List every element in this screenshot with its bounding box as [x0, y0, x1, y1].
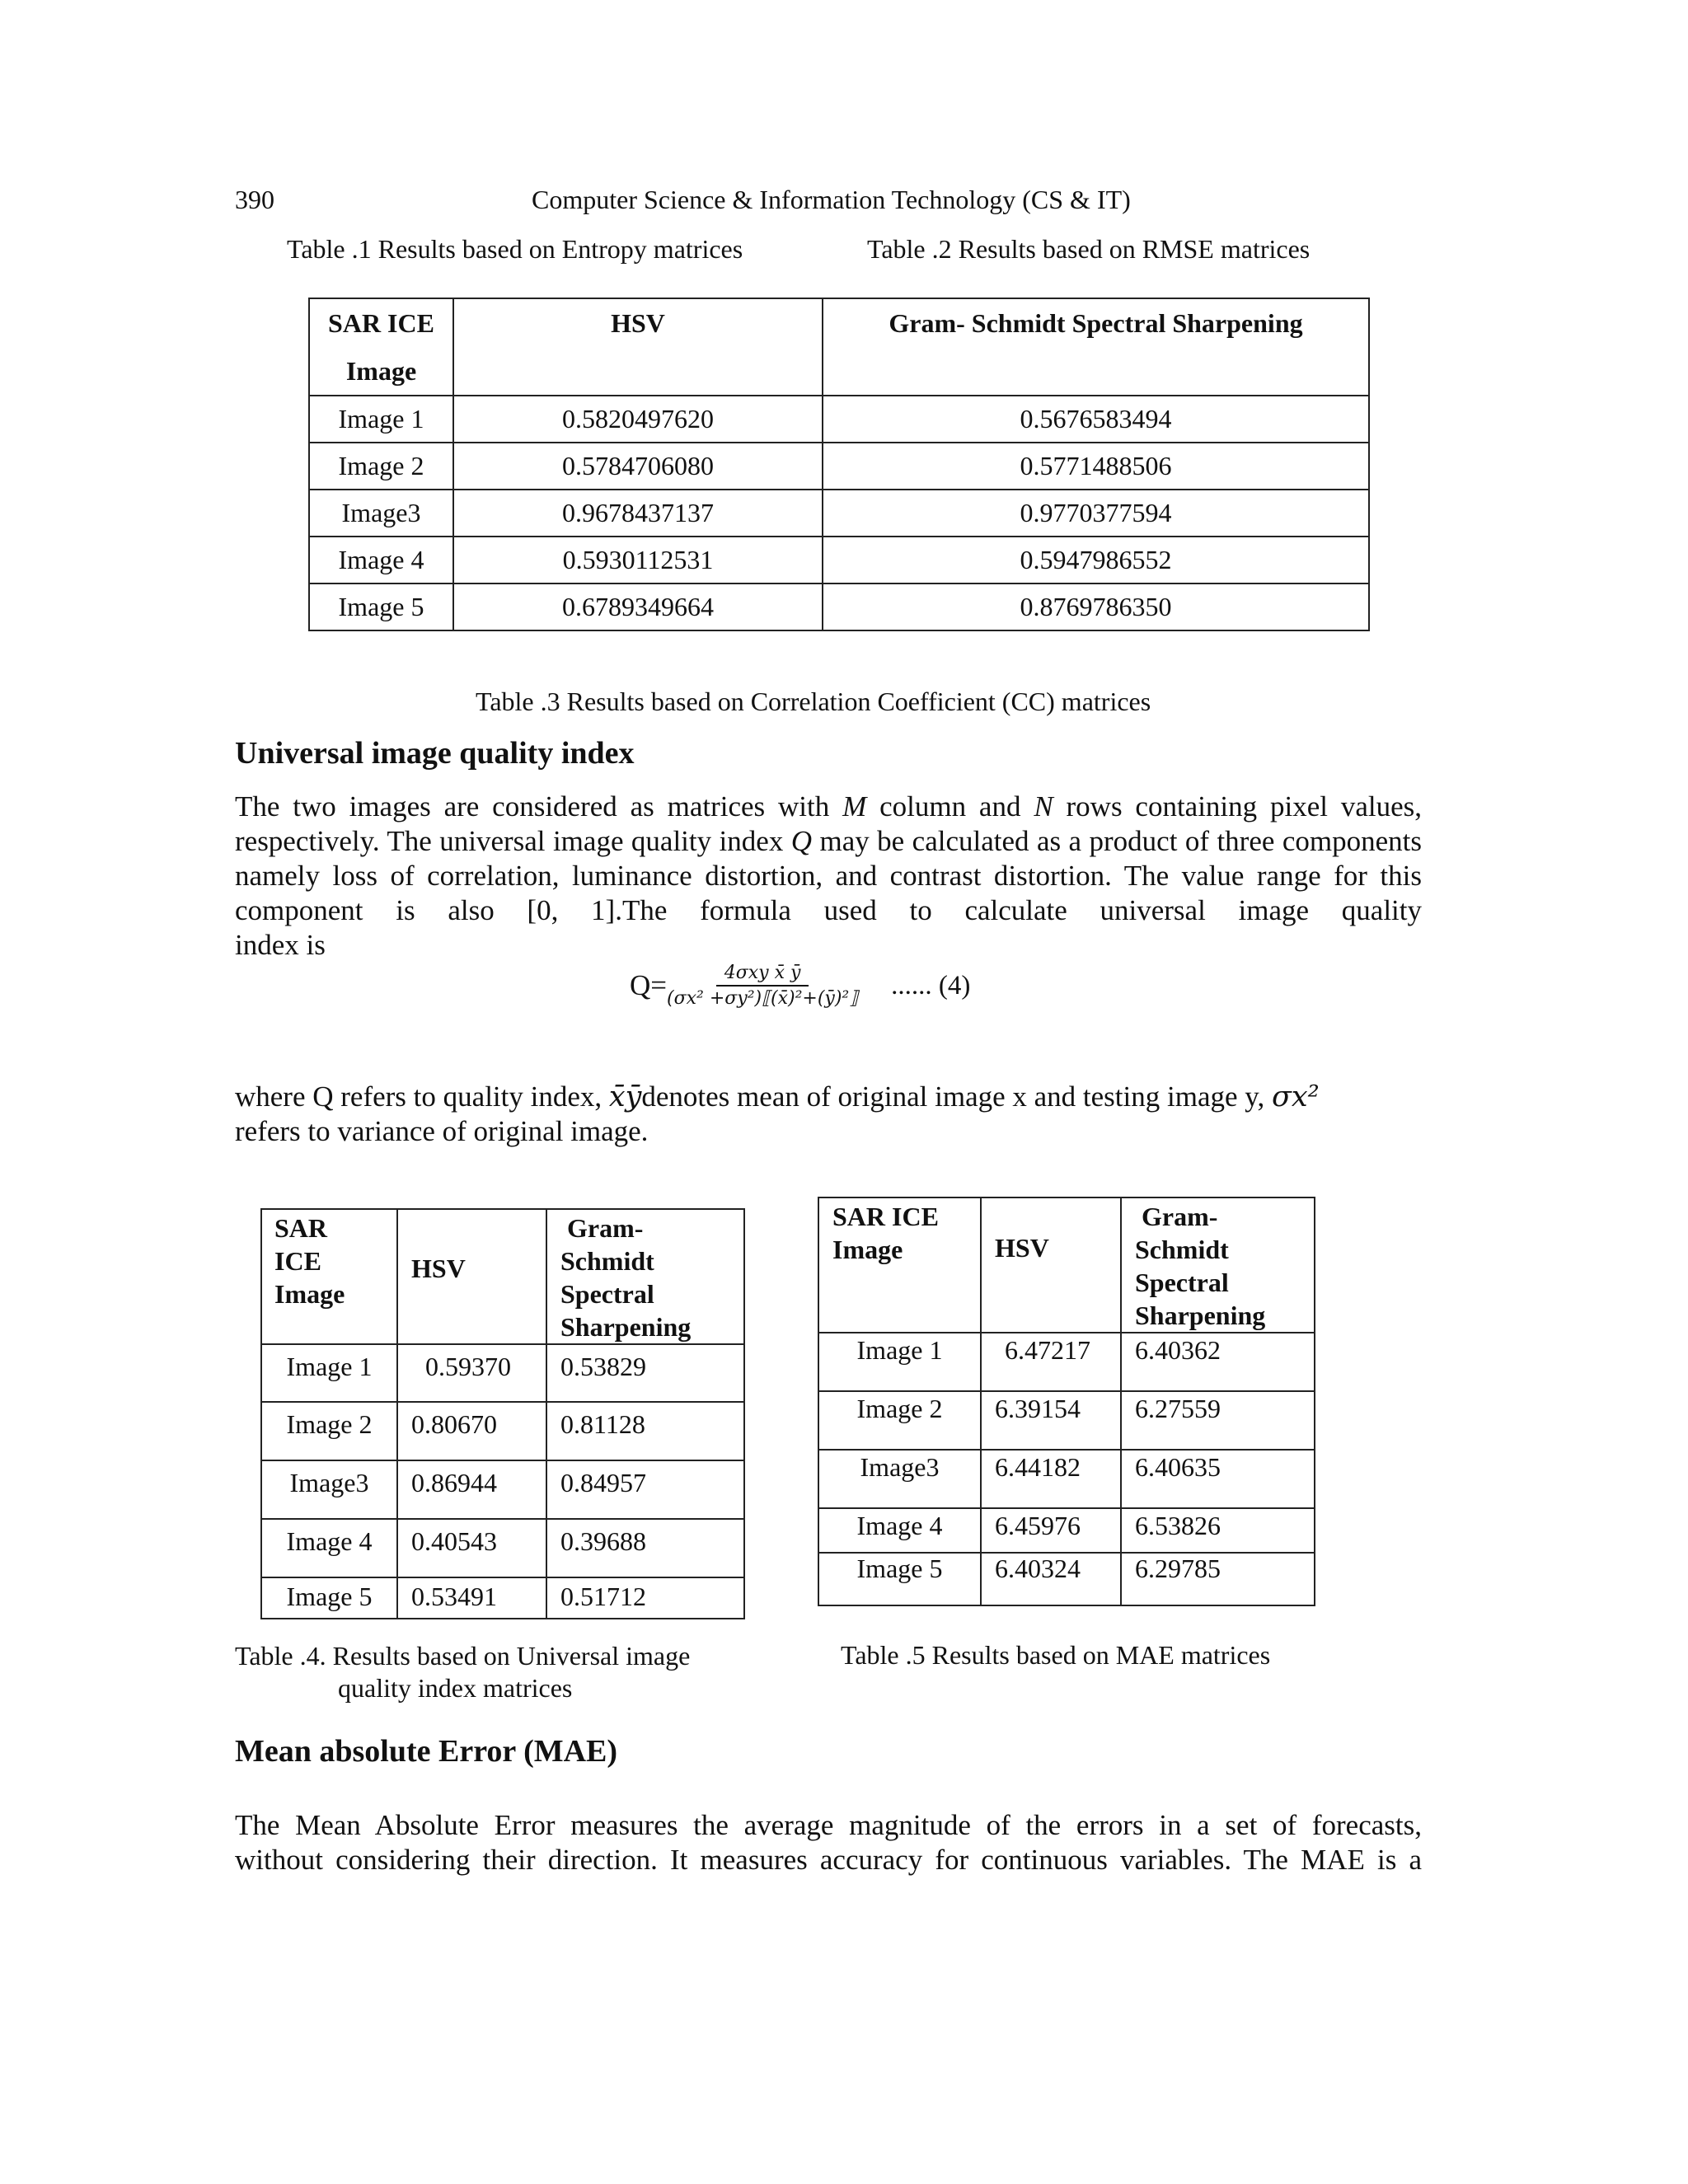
table-row: Image3 0.86944 0.84957 [261, 1460, 744, 1519]
equation-number: ...... (4) [891, 970, 971, 1001]
table-row: Image 1 0.59370 0.53829 [261, 1344, 744, 1402]
formula-lhs: Q= [630, 969, 668, 1001]
uiqi-formula [630, 963, 970, 1009]
header-cell: Gram- Schmidt Spectral Sharpening [546, 1209, 744, 1344]
header-cell: HSV [397, 1209, 546, 1344]
table-row: Image 5 0.53491 0.51712 [261, 1577, 744, 1619]
formula-numerator: 4σxy x̄ ȳ [716, 963, 809, 987]
table-row: Image 1 6.47217 6.40362 [818, 1333, 1315, 1391]
header-cell: HSV [453, 298, 823, 396]
table-row: Image 2 6.39154 6.27559 [818, 1391, 1315, 1450]
page-number: 390 [235, 185, 274, 214]
cc-table [308, 298, 1370, 631]
section-heading-uiqi: Universal image quality index [235, 736, 635, 771]
uiqi-paragraph: The two images are considered as matrices with M column and N rows containing pixel values, respectively. The universal image quality index Q may be calculated as a product of three components namely loss of correlation, luminance distortion, and contrast distortion. The value range for this component is also [0, 1].The formula used to calculate universal image quality index is [235, 790, 1422, 961]
header-cell: HSV [981, 1197, 1121, 1333]
table-row: Image 4 0.40543 0.39688 [261, 1519, 744, 1577]
table-row: Image 5 6.40324 6.29785 [818, 1553, 1315, 1605]
table2-caption: Table .2 Results based on RMSE matrices [867, 234, 1311, 264]
table4-caption: Table .4. Results based on Universal image quality index matrices [235, 1641, 691, 1703]
table-row: Image 5 0.6789349664 0.8769786350 [309, 583, 1369, 630]
section-heading-mae: Mean absolute Error (MAE) [235, 1734, 618, 1769]
header-cell: SAR ICE Image [309, 298, 453, 396]
table-header-row [261, 1209, 744, 1344]
formula-fraction [667, 963, 858, 1009]
header-cell: SAR ICE Image [261, 1209, 397, 1344]
header-cell: Gram- Schmidt Spectral Sharpening [1121, 1197, 1315, 1333]
table-row: Image 1 0.5820497620 0.5676583494 [309, 396, 1369, 443]
formula-denominator: (σx² +σy²)⟦(x̄)²+(ȳ)²⟧ [667, 988, 859, 1009]
table5-caption: Table .5 Results based on MAE matrices [841, 1640, 1271, 1670]
table-row: Image 2 0.5784706080 0.5771488506 [309, 443, 1369, 490]
table-header-row [309, 298, 1369, 396]
table-row: Image3 0.9678437137 0.9770377594 [309, 490, 1369, 537]
table-row: Image3 6.44182 6.40635 [818, 1450, 1315, 1508]
table-row: Image 2 0.80670 0.81128 [261, 1402, 744, 1460]
mae-paragraph: The Mean Absolute Error measures the average magnitude of the errors in a set of forecasts, without considering their direction. It measures accuracy for continuous variables. The MAE is a [235, 1809, 1422, 1876]
table-row: Image 4 0.5930112531 0.5947986552 [309, 537, 1369, 583]
table3-caption: Table .3 Results based on Correlation Coefficient (CC) matrices [476, 687, 1151, 716]
mae-table [818, 1197, 1315, 1606]
header-cell: SAR ICE Image [818, 1197, 981, 1333]
table-header-row [818, 1197, 1315, 1333]
running-header: Computer Science & Information Technology (CS & IT) [532, 185, 1131, 214]
table-row: Image 4 6.45976 6.53826 [818, 1508, 1315, 1553]
header-cell: Gram- Schmidt Spectral Sharpening [823, 298, 1369, 396]
table1-caption: Table .1 Results based on Entropy matrices [287, 234, 743, 264]
uiqi-table [260, 1208, 745, 1619]
where-paragraph: where Q refers to quality index, x̄ȳdenotes mean of original image x and testing image y, σx² refers to variance of original image. [235, 1080, 1320, 1147]
